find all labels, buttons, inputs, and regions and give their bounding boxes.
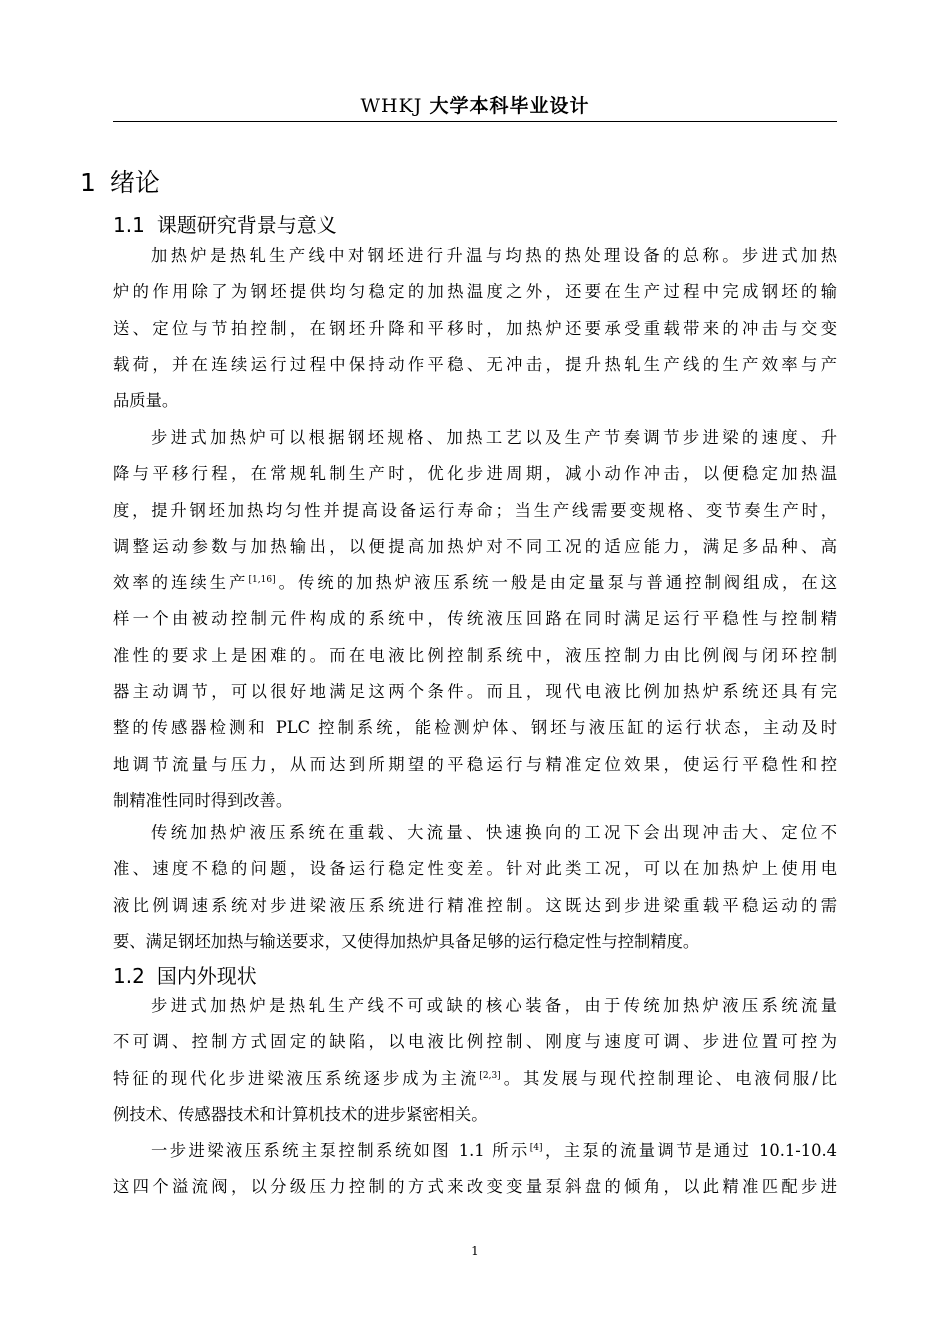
text-line: 例技术、传感器技术和计算机技术的进步紧密相关。 xyxy=(113,1104,488,1124)
text-line: 品质量。 xyxy=(113,391,179,411)
text-line: 降与平移行程，在常规轧制生产时，优化步进周期，减小动作冲击，以便稳定加热温 xyxy=(113,464,837,484)
text-run: 。其发展与现代控制理论、电液伺服/比 xyxy=(500,1068,837,1088)
text-run: 特征的现代化步进梁液压系统逐步成为主流 xyxy=(113,1068,480,1088)
paragraph-5 xyxy=(113,1133,837,1206)
section-title: 国内外现状 xyxy=(156,964,257,988)
text-line: 地调节流量与压力，从而达到所期望的平稳运行与精准定位效果，使运行平稳性和控 xyxy=(113,754,837,774)
text-line: 整的传感器检测和 PLC 控制系统，能检测炉体、钢坯与液压缸的运行状态，主动及时 xyxy=(113,718,837,738)
page-number: 1 xyxy=(471,1244,479,1258)
paragraph-1 xyxy=(113,238,837,419)
text-line xyxy=(113,1133,837,1169)
text-line: 这四个溢流阀，以分级压力控制的方式来改变变量泵斜盘的倾角，以此精准匹配步进 xyxy=(113,1177,837,1197)
chapter-number: 1 xyxy=(80,168,96,197)
text-run: 一步进梁液压系统主泵控制系统如图 1.1 所示 xyxy=(151,1141,530,1160)
chapter-heading xyxy=(80,167,160,199)
section-heading-1-2 xyxy=(113,963,257,989)
page-header xyxy=(113,94,837,118)
text-line: 送、定位与节拍控制，在钢坯升降和平移时，加热炉还要承受重载带来的冲击与交变 xyxy=(113,318,837,338)
section-number: 1.1 xyxy=(113,213,145,237)
paragraph-3 xyxy=(113,815,837,960)
paragraph-2 xyxy=(113,420,837,819)
text-line: 传统加热炉液压系统在重载、大流量、快速换向的工况下会出现冲击大、定位不 xyxy=(151,823,837,842)
chapter-title: 绪论 xyxy=(109,168,160,197)
text-line: 炉的作用除了为钢坯提供均匀稳定的加热温度之外，还要在生产过程中完成钢坯的输 xyxy=(113,282,837,302)
text-line: 样一个由被动控制元件构成的系统中，传统液压回路在同时满足运行平稳性与控制精 xyxy=(113,609,837,629)
text-line xyxy=(113,565,837,601)
text-line: 载荷，并在连续运行过程中保持动作平稳、无冲击，提升热轧生产线的生产效率与产 xyxy=(113,354,837,374)
section-heading-1-1 xyxy=(113,212,337,238)
text-line: 器主动调节，可以很好地满足这两个条件。而且，现代电液比例加热炉系统还具有完 xyxy=(113,682,837,702)
citation: [2,3] xyxy=(479,1070,501,1081)
text-line: 加热炉是热轧生产线中对钢坯进行升温与均热的热处理设备的总称。步进式加热 xyxy=(151,246,837,265)
text-run: 。传统的加热炉液压系统一般是由定量泵与普通控制阀组成，在这 xyxy=(275,573,837,593)
text-line: 准性的要求上是困难的。而在电液比例控制系统中，液压控制力由比例阀与闭环控制 xyxy=(113,645,837,665)
text-line: 制精准性同时得到改善。 xyxy=(113,790,293,810)
text-line: 步进式加热炉是热轧生产线不可或缺的核心装备，由于传统加热炉液压系统流量 xyxy=(151,996,837,1015)
paragraph-4 xyxy=(113,988,837,1133)
text-line: 度，提升钢坯加热均匀性并提高设备运行寿命；当生产线需要变规格、变节奏生产时， xyxy=(113,500,837,520)
text-line: 步进式加热炉可以根据钢坯规格、加热工艺以及生产节奏调节步进梁的速度、升 xyxy=(151,428,837,447)
header-prefix: WHKJ xyxy=(360,95,423,117)
citation: [1,16] xyxy=(248,575,276,586)
text-line: 要、满足钢坯加热与输送要求，又使得加热炉具备足够的运行稳定性与控制精度。 xyxy=(113,931,700,951)
text-line: 液比例调速系统对步进梁液压系统进行精准控制。这既达到步进梁重载平稳运动的需 xyxy=(113,895,837,915)
text-line: 不可调、控制方式固定的缺陷，以电液比例控制、刚度与速度可调、步进位置可控为 xyxy=(113,1032,837,1052)
text-line: 调整运动参数与加热输出，以便提高加热炉对不同工况的适应能力，满足多品种、高 xyxy=(113,536,837,556)
section-number: 1.2 xyxy=(113,964,145,988)
text-run: 效率的连续生产 xyxy=(113,573,249,593)
citation: [4] xyxy=(529,1143,543,1153)
header-school: 大学本科毕业设计 xyxy=(429,95,590,117)
text-line xyxy=(113,1061,837,1097)
section-title: 课题研究背景与意义 xyxy=(156,213,337,237)
text-line: 准、速度不稳的问题，设备运行稳定性变差。针对此类工况，可以在加热炉上使用电 xyxy=(113,859,837,879)
text-run: ，主泵的流量调节是通过 10.1-10.4 xyxy=(542,1141,837,1160)
header-rule xyxy=(113,121,837,122)
